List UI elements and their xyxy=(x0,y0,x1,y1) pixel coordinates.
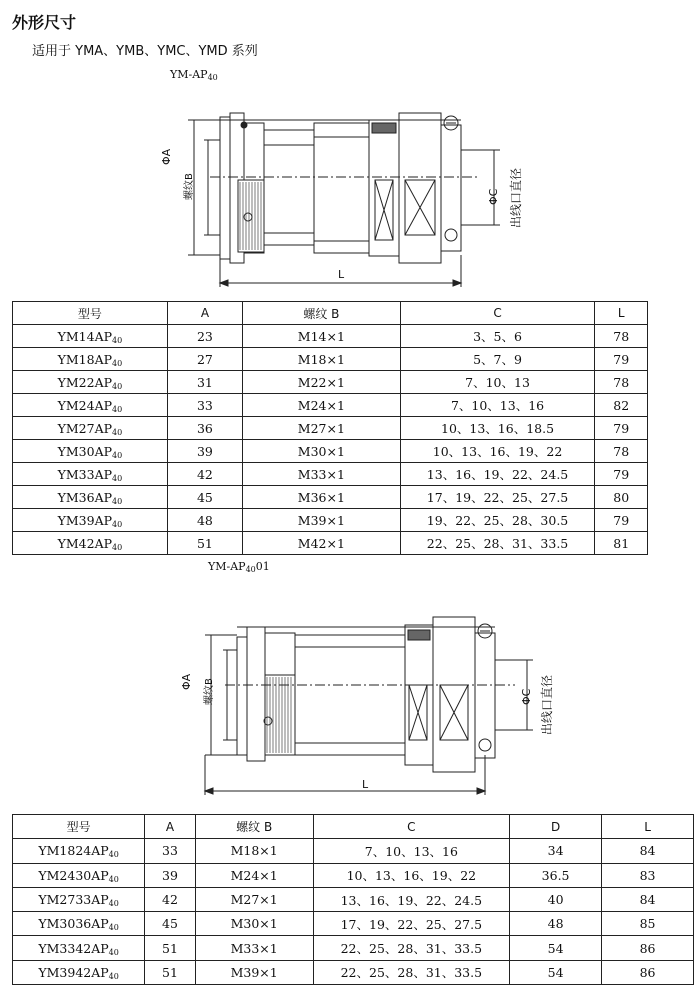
cell-D: 34 xyxy=(510,839,602,863)
cell-A: 51 xyxy=(145,936,195,960)
figure1-label: $YM-AP_{40}$ xyxy=(170,68,218,82)
figure2-L-label: L xyxy=(362,778,369,791)
header-D: D xyxy=(510,815,602,839)
cell-model: $YM18AP_{40}$ xyxy=(13,348,168,371)
cell-B: M24×1 xyxy=(243,394,401,417)
cell-model: $YM3942AP_{40}$ xyxy=(13,960,145,984)
cell-L: 85 xyxy=(602,912,694,936)
cell-B: M27×1 xyxy=(195,887,313,911)
table-row xyxy=(13,936,694,960)
table-row xyxy=(13,325,648,348)
cell-L: 80 xyxy=(595,486,648,509)
cell-C: 13、16、19、22、24.5 xyxy=(400,463,595,486)
cell-D: 54 xyxy=(510,936,602,960)
cell-C: 7、10、13 xyxy=(400,371,595,394)
cell-B: M33×1 xyxy=(243,463,401,486)
figure1-phiA-label: ΦA xyxy=(160,148,173,165)
cell-L: 84 xyxy=(602,839,694,863)
cell-L: 79 xyxy=(595,509,648,532)
cell-B: M27×1 xyxy=(243,417,401,440)
figure2-connector-drawing xyxy=(175,605,565,800)
figure2-thread-label: 螺纹B xyxy=(204,678,215,705)
table-row xyxy=(13,887,694,911)
cell-model: $YM36AP_{40}$ xyxy=(13,486,168,509)
cell-C: 17、19、22、25、27.5 xyxy=(400,486,595,509)
cell-D: 36.5 xyxy=(510,863,602,887)
header-C: C xyxy=(313,815,509,839)
cell-model: $YM33AP_{40}$ xyxy=(13,463,168,486)
cell-model: $YM30AP_{40}$ xyxy=(13,440,168,463)
figure2-outlet-label: 出线口直径 xyxy=(540,674,554,735)
cell-C: 10、13、16、19、22 xyxy=(313,863,509,887)
cell-A: 39 xyxy=(167,440,242,463)
table-row xyxy=(13,486,648,509)
cell-B: M14×1 xyxy=(243,325,401,348)
cell-C: 17、19、22、25、27.5 xyxy=(313,912,509,936)
table-row xyxy=(13,863,694,887)
cell-A: 39 xyxy=(145,863,195,887)
cell-model: $YM3342AP_{40}$ xyxy=(13,936,145,960)
cell-model: $YM27AP_{40}$ xyxy=(13,417,168,440)
cell-model: $YM1824AP_{40}$ xyxy=(13,839,145,863)
cell-B: M18×1 xyxy=(195,839,313,863)
table-row xyxy=(13,839,694,863)
cell-B: M33×1 xyxy=(195,936,313,960)
cell-A: 48 xyxy=(167,509,242,532)
cell-model: $YM2430AP_{40}$ xyxy=(13,863,145,887)
cell-model: $YM2733AP_{40}$ xyxy=(13,887,145,911)
cell-A: 42 xyxy=(167,463,242,486)
header-L: L xyxy=(602,815,694,839)
cell-A: 45 xyxy=(167,486,242,509)
cell-D: 40 xyxy=(510,887,602,911)
cell-B: M24×1 xyxy=(195,863,313,887)
cell-A: 36 xyxy=(167,417,242,440)
header-model: 型号 xyxy=(13,815,145,839)
header-L: L xyxy=(595,302,648,325)
figure2-label: $YM-AP_{40}01$ xyxy=(208,560,270,574)
table-row xyxy=(13,509,648,532)
table-header-row xyxy=(13,302,648,325)
header-thread-B: 螺纹 B xyxy=(195,815,313,839)
header-C: C xyxy=(400,302,595,325)
table-row xyxy=(13,417,648,440)
cell-A: 33 xyxy=(167,394,242,417)
cell-L: 78 xyxy=(595,371,648,394)
cell-model: $YM22AP_{40}$ xyxy=(13,371,168,394)
table-row xyxy=(13,348,648,371)
cell-B: M39×1 xyxy=(195,960,313,984)
cell-C: 19、22、25、28、30.5 xyxy=(400,509,595,532)
cell-L: 78 xyxy=(595,325,648,348)
cell-model: $YM39AP_{40}$ xyxy=(13,509,168,532)
figure1-outlet-label: 出线口直径 xyxy=(509,167,523,228)
cell-A: 45 xyxy=(145,912,195,936)
cell-B: M39×1 xyxy=(243,509,401,532)
table-row xyxy=(13,532,648,555)
figure1-phiC-label: ΦC xyxy=(487,188,500,205)
cell-C: 5、7、9 xyxy=(400,348,595,371)
cell-C: 13、16、19、22、24.5 xyxy=(313,887,509,911)
table-row xyxy=(13,960,694,984)
cell-C: 22、25、28、31、33.5 xyxy=(313,936,509,960)
table-row xyxy=(13,912,694,936)
cell-A: 42 xyxy=(145,887,195,911)
cell-C: 10、13、16、18.5 xyxy=(400,417,595,440)
cell-L: 86 xyxy=(602,936,694,960)
figure2-phiC-label: ΦC xyxy=(520,688,533,705)
cell-C: 3、5、6 xyxy=(400,325,595,348)
cell-B: M18×1 xyxy=(243,348,401,371)
header-thread-B: 螺纹 B xyxy=(243,302,401,325)
figure1-connector-drawing xyxy=(160,95,540,295)
cell-C: 22、25、28、31、33.5 xyxy=(313,960,509,984)
cell-L: 79 xyxy=(595,348,648,371)
page-title: 外形尺寸 xyxy=(12,13,77,32)
header-model: 型号 xyxy=(13,302,168,325)
header-A: A xyxy=(145,815,195,839)
cell-C: 7、10、13、16 xyxy=(400,394,595,417)
dimension-table-2 xyxy=(12,814,694,985)
cell-A: 31 xyxy=(167,371,242,394)
cell-B: M22×1 xyxy=(243,371,401,394)
cell-B: M42×1 xyxy=(243,532,401,555)
table-header-row xyxy=(13,815,694,839)
cell-A: 51 xyxy=(167,532,242,555)
cell-C: 22、25、28、31、33.5 xyxy=(400,532,595,555)
table-row xyxy=(13,371,648,394)
page-subtitle: 适用于 YMA、YMB、YMC、YMD 系列 xyxy=(32,44,258,59)
cell-L: 79 xyxy=(595,463,648,486)
cell-L: 78 xyxy=(595,440,648,463)
cell-L: 81 xyxy=(595,532,648,555)
cell-A: 27 xyxy=(167,348,242,371)
cell-L: 82 xyxy=(595,394,648,417)
figure1-L-label: L xyxy=(338,268,345,281)
cell-C: 10、13、16、19、22 xyxy=(400,440,595,463)
cell-L: 79 xyxy=(595,417,648,440)
cell-model: $YM24AP_{40}$ xyxy=(13,394,168,417)
cell-L: 83 xyxy=(602,863,694,887)
cell-D: 48 xyxy=(510,912,602,936)
figure1-thread-label: 螺纹B xyxy=(184,173,195,200)
dimension-table-1 xyxy=(12,301,648,555)
cell-L: 86 xyxy=(602,960,694,984)
table-row xyxy=(13,394,648,417)
cell-B: M30×1 xyxy=(243,440,401,463)
figure2-phiA-label: ΦA xyxy=(180,673,193,690)
cell-A: 23 xyxy=(167,325,242,348)
cell-A: 33 xyxy=(145,839,195,863)
cell-B: M30×1 xyxy=(195,912,313,936)
header-A: A xyxy=(167,302,242,325)
cell-A: 51 xyxy=(145,960,195,984)
cell-C: 7、10、13、16 xyxy=(313,839,509,863)
table-row xyxy=(13,463,648,486)
cell-model: $YM42AP_{40}$ xyxy=(13,532,168,555)
table-row xyxy=(13,440,648,463)
cell-model: $YM14AP_{40}$ xyxy=(13,325,168,348)
cell-D: 54 xyxy=(510,960,602,984)
cell-L: 84 xyxy=(602,887,694,911)
cell-B: M36×1 xyxy=(243,486,401,509)
cell-model: $YM3036AP_{40}$ xyxy=(13,912,145,936)
